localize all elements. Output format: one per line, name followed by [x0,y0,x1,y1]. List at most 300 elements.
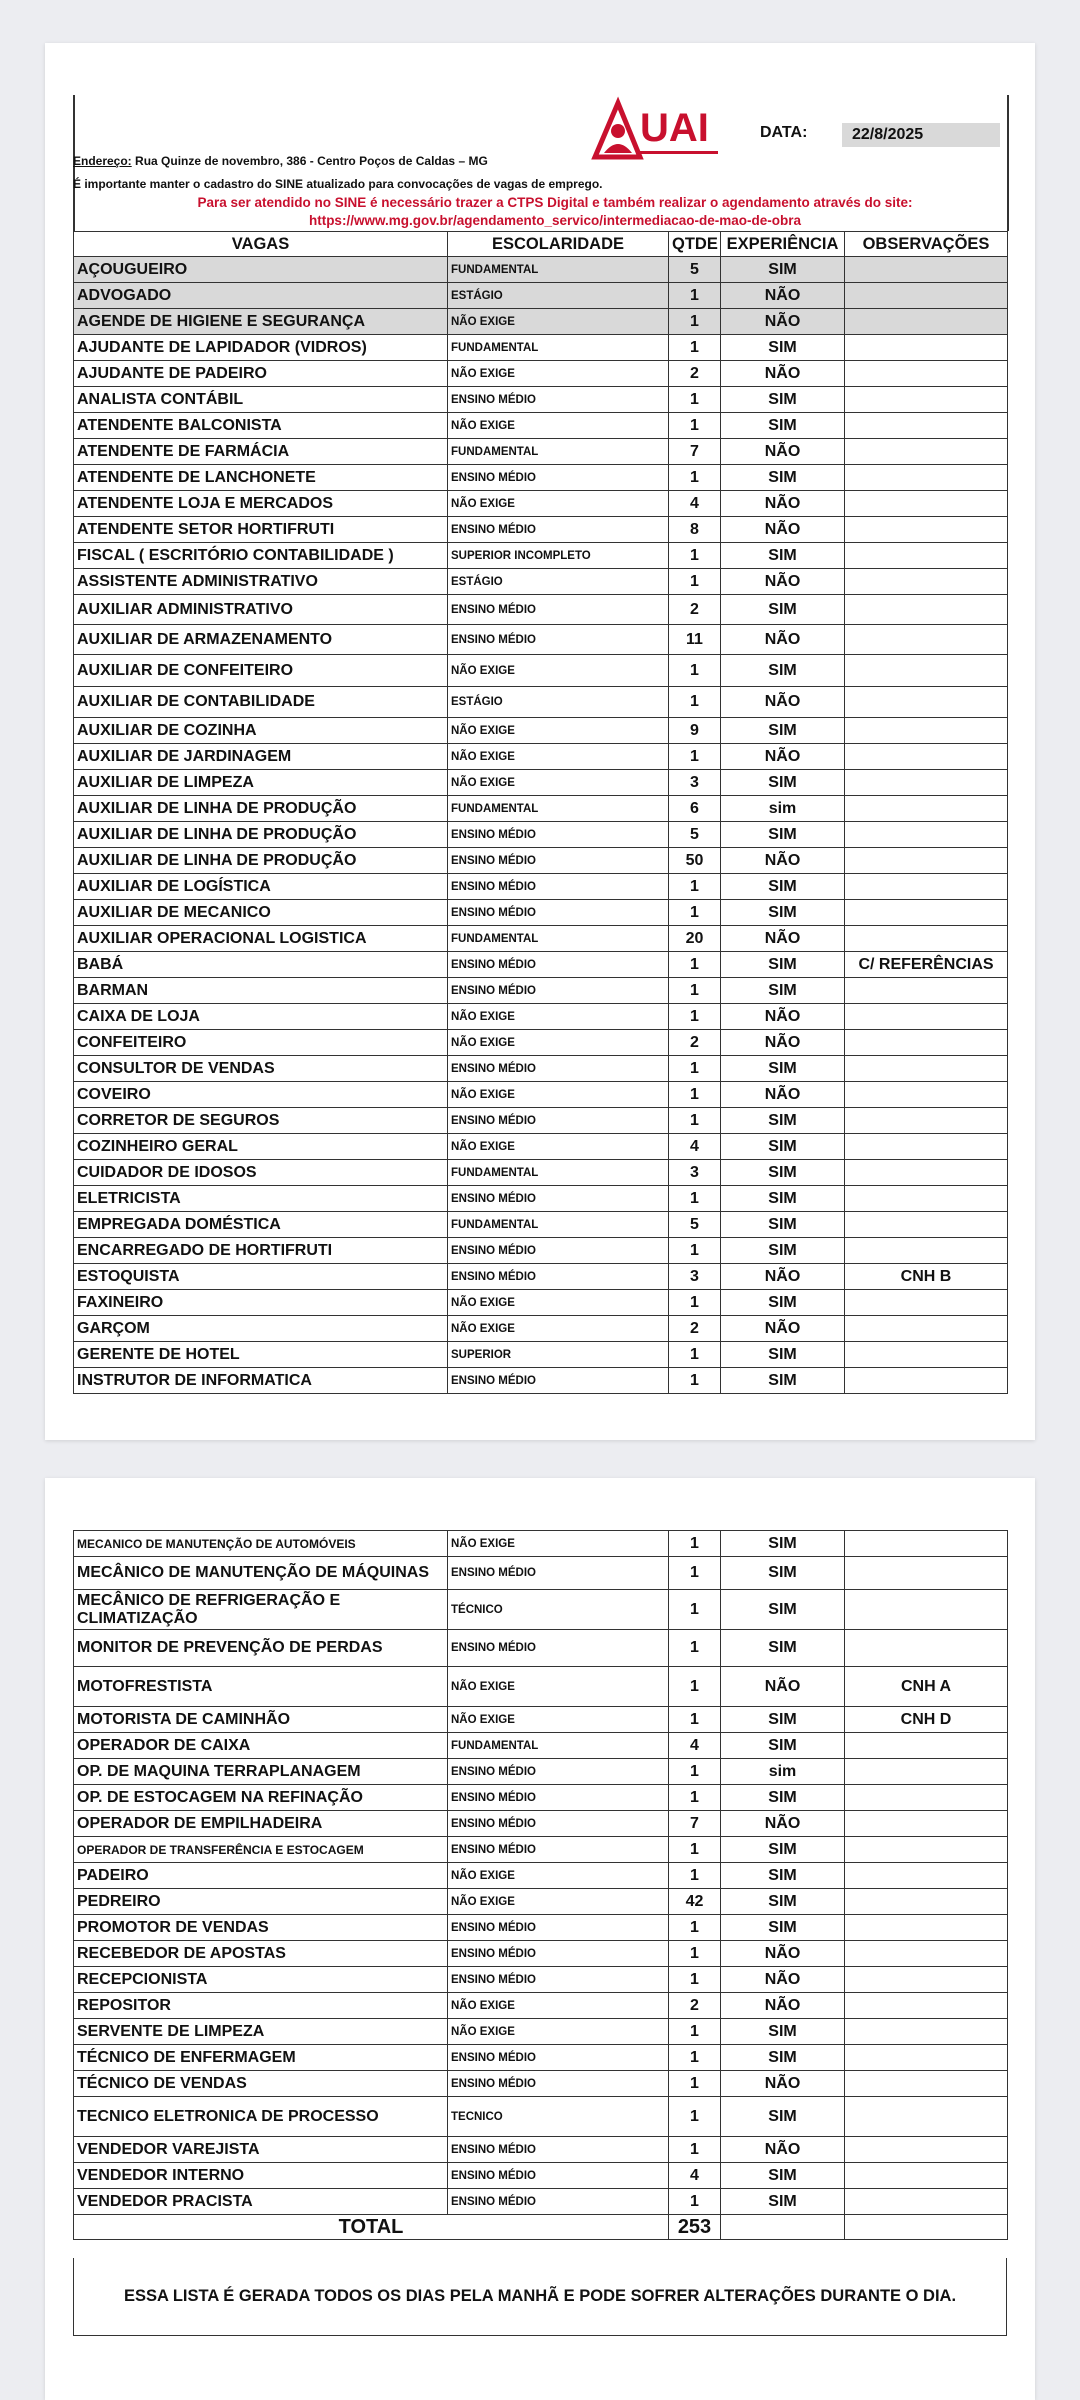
education-level-cell: ENSINO MÉDIO [448,1759,669,1785]
table-row [74,1557,1008,1590]
education-level-cell: NÃO EXIGE [448,1863,669,1889]
job-title-cell: AUXILIAR DE LINHA DE PRODUÇÃO [74,796,448,822]
quantity-cell: 1 [669,1759,721,1785]
table-row [74,2097,1008,2137]
table-row [74,413,1008,439]
education-level-cell: NÃO EXIGE [448,718,669,744]
experience-cell: SIM [721,1342,845,1368]
education-level-cell: SUPERIOR [448,1342,669,1368]
education-level-cell: NÃO EXIGE [448,1134,669,1160]
table-row [74,978,1008,1004]
observations-cell [845,1186,1008,1212]
job-title-cell: FAXINEIRO [74,1290,448,1316]
education-level-cell: NÃO EXIGE [448,1707,669,1733]
job-title-cell: VENDEDOR INTERNO [74,2163,448,2189]
observations-cell [845,2045,1008,2071]
quantity-cell: 1 [669,1941,721,1967]
job-title-cell: COZINHEIRO GERAL [74,1134,448,1160]
observations-cell [845,848,1008,874]
observations-cell [845,2071,1008,2097]
observations-cell [845,491,1008,517]
observations-cell [845,1941,1008,1967]
quantity-cell: 1 [669,1056,721,1082]
job-title-cell: PROMOTOR DE VENDAS [74,1915,448,1941]
education-level-cell: ENSINO MÉDIO [448,1630,669,1667]
job-title-cell: CAIXA DE LOJA [74,1004,448,1030]
observations-cell [845,439,1008,465]
quantity-cell: 2 [669,1316,721,1342]
table-row [74,283,1008,309]
experience-cell: SIM [721,1531,845,1557]
date-label: DATA: [760,124,808,141]
observations-cell [845,465,1008,491]
education-level-cell: ENSINO MÉDIO [448,2045,669,2071]
job-title-cell: AUXILIAR DE JARDINAGEM [74,744,448,770]
experience-cell: SIM [721,1056,845,1082]
experience-cell: NÃO [721,283,845,309]
job-title-cell: ATENDENTE BALCONISTA [74,413,448,439]
experience-cell: NÃO [721,2137,845,2163]
education-level-cell: NÃO EXIGE [448,744,669,770]
observations-cell [845,744,1008,770]
quantity-cell: 1 [669,569,721,595]
experience-cell: SIM [721,1212,845,1238]
table-row [74,1134,1008,1160]
experience-cell: NÃO [721,1667,845,1707]
education-level-cell: ESTÁGIO [448,283,669,309]
education-level-cell: ENSINO MÉDIO [448,2071,669,2097]
table-row [74,2189,1008,2215]
experience-cell: NÃO [721,309,845,335]
job-title-cell: VENDEDOR PRACISTA [74,2189,448,2215]
experience-cell: SIM [721,655,845,687]
education-level-cell: SUPERIOR INCOMPLETO [448,543,669,569]
observations-cell [845,1590,1008,1630]
quantity-cell: 1 [669,413,721,439]
experience-cell: NÃO [721,1264,845,1290]
table-row [74,952,1008,978]
education-level-cell: ENSINO MÉDIO [448,952,669,978]
observations-cell [845,2189,1008,2215]
table-row [74,465,1008,491]
education-level-cell: ENSINO MÉDIO [448,900,669,926]
table-row [74,1941,1008,1967]
observations-cell [845,1290,1008,1316]
quantity-cell: 1 [669,2019,721,2045]
experience-cell: SIM [721,1733,845,1759]
total-row [74,2215,1008,2240]
education-level-cell: ENSINO MÉDIO [448,1368,669,1394]
quantity-cell: 7 [669,439,721,465]
quantity-cell: 1 [669,1630,721,1667]
table-row [74,874,1008,900]
experience-cell: SIM [721,465,845,491]
experience-cell: SIM [721,1557,845,1590]
table-row [74,1863,1008,1889]
quantity-cell: 1 [669,543,721,569]
observations-cell [845,1811,1008,1837]
observations-cell [845,718,1008,744]
experience-cell: SIM [721,543,845,569]
job-title-cell: EMPREGADA DOMÉSTICA [74,1212,448,1238]
experience-cell: SIM [721,1889,845,1915]
observations-cell [845,2097,1008,2137]
job-title-cell: AUXILIAR DE LINHA DE PRODUÇÃO [74,822,448,848]
experience-cell: NÃO [721,439,845,465]
document-page-1 [45,43,1035,1440]
table-row [74,1630,1008,1667]
quantity-cell: 1 [669,1967,721,1993]
education-level-cell: NÃO EXIGE [448,1004,669,1030]
education-level-cell: ENSINO MÉDIO [448,1785,669,1811]
job-title-cell: MECÂNICO DE REFRIGERAÇÃO E CLIMATIZAÇÃO [74,1590,448,1630]
education-level-cell: ENSINO MÉDIO [448,874,669,900]
quantity-cell: 1 [669,687,721,718]
observations-cell [845,1915,1008,1941]
experience-cell: SIM [721,1368,845,1394]
table-row [74,439,1008,465]
quantity-cell: 1 [669,1837,721,1863]
experience-cell: SIM [721,2045,845,2071]
table-header-row [74,232,1008,257]
education-level-cell: NÃO EXIGE [448,491,669,517]
quantity-cell: 1 [669,1368,721,1394]
education-level-cell: FUNDAMENTAL [448,1733,669,1759]
education-level-cell: ENSINO MÉDIO [448,1941,669,1967]
table-row [74,2019,1008,2045]
job-title-cell: OP. DE ESTOCAGEM NA REFINAÇÃO [74,1785,448,1811]
experience-cell: NÃO [721,569,845,595]
experience-cell: SIM [721,1134,845,1160]
job-title-cell: TECNICO ELETRONICA DE PROCESSO [74,2097,448,2137]
observations-cell [845,1134,1008,1160]
observations-cell [845,1238,1008,1264]
table-row [74,1290,1008,1316]
address-text: Rua Quinze de novembro, 386 - Centro Poços de Caldas – MG [135,154,488,168]
education-level-cell: ENSINO MÉDIO [448,465,669,491]
observations-cell [845,1785,1008,1811]
education-level-cell: NÃO EXIGE [448,361,669,387]
col-header-experiencia: EXPERIÊNCIA [721,232,845,257]
quantity-cell: 42 [669,1889,721,1915]
table-row [74,517,1008,543]
experience-cell: SIM [721,1785,845,1811]
quantity-cell: 1 [669,335,721,361]
table-row [74,1707,1008,1733]
table-row [74,595,1008,625]
quantity-cell: 1 [669,1863,721,1889]
table-row [74,625,1008,655]
experience-cell: NÃO [721,1030,845,1056]
education-level-cell: ENSINO MÉDIO [448,1186,669,1212]
observations-cell [845,1030,1008,1056]
observations-cell [845,900,1008,926]
experience-cell: SIM [721,718,845,744]
col-header-vagas: VAGAS [74,232,448,257]
quantity-cell: 1 [669,1557,721,1590]
quantity-cell: 1 [669,900,721,926]
table-row [74,1368,1008,1394]
observations-cell: CNH B [845,1264,1008,1290]
job-title-cell: AGENDE DE HIGIENE E SEGURANÇA [74,309,448,335]
education-level-cell: NÃO EXIGE [448,1993,669,2019]
quantity-cell: 2 [669,595,721,625]
notice-line: É importante manter o cadastro do SINE atualizado para convocações de vagas de emprego. [73,177,603,191]
job-title-cell: PADEIRO [74,1863,448,1889]
education-level-cell: ENSINO MÉDIO [448,625,669,655]
observations-cell: CNH A [845,1667,1008,1707]
observations-cell [845,874,1008,900]
experience-cell: NÃO [721,517,845,543]
table-row [74,655,1008,687]
table-row [74,744,1008,770]
experience-cell: NÃO [721,361,845,387]
total-label: TOTAL [74,2215,669,2240]
observations-cell [845,1368,1008,1394]
table-row [74,543,1008,569]
observations-cell [845,926,1008,952]
education-level-cell: FUNDAMENTAL [448,439,669,465]
experience-cell: SIM [721,1630,845,1667]
table-row [74,822,1008,848]
education-level-cell: ENSINO MÉDIO [448,387,669,413]
observations-cell [845,335,1008,361]
job-title-cell: COVEIRO [74,1082,448,1108]
observations-cell [845,655,1008,687]
quantity-cell: 1 [669,283,721,309]
education-level-cell: NÃO EXIGE [448,770,669,796]
footer-note: ESSA LISTA É GERADA TODOS OS DIAS PELA MANHÃ E PODE SOFRER ALTERAÇÕES DURANTE O DIA. [73,2258,1007,2336]
job-title-cell: AUXILIAR DE LOGÍSTICA [74,874,448,900]
table-row [74,1212,1008,1238]
education-level-cell: ENSINO MÉDIO [448,2163,669,2189]
observations-cell [845,543,1008,569]
experience-cell: SIM [721,1160,845,1186]
education-level-cell: ESTÁGIO [448,687,669,718]
education-level-cell: NÃO EXIGE [448,413,669,439]
table-row [74,387,1008,413]
experience-cell: SIM [721,1590,845,1630]
quantity-cell: 1 [669,2189,721,2215]
observations-cell [845,1993,1008,2019]
table-row [74,1160,1008,1186]
table-row [74,1811,1008,1837]
table-row [74,1993,1008,2019]
experience-cell: NÃO [721,491,845,517]
experience-cell: SIM [721,595,845,625]
quantity-cell: 1 [669,465,721,491]
quantity-cell: 8 [669,517,721,543]
experience-cell: NÃO [721,1967,845,1993]
job-title-cell: VENDEDOR VAREJISTA [74,2137,448,2163]
job-title-cell: AJUDANTE DE PADEIRO [74,361,448,387]
education-level-cell: ENSINO MÉDIO [448,1264,669,1290]
experience-cell: SIM [721,2189,845,2215]
job-title-cell: OPERADOR DE TRANSFERÊNCIA E ESTOCAGEM [74,1837,448,1863]
observations-cell [845,361,1008,387]
education-level-cell: ENSINO MÉDIO [448,1915,669,1941]
education-level-cell: FUNDAMENTAL [448,1160,669,1186]
job-title-cell: TÉCNICO DE VENDAS [74,2071,448,2097]
table-row [74,335,1008,361]
observations-cell [845,2163,1008,2189]
quantity-cell: 1 [669,2045,721,2071]
job-title-cell: GARÇOM [74,1316,448,1342]
observations-cell [845,1082,1008,1108]
quantity-cell: 9 [669,718,721,744]
experience-cell: SIM [721,1186,845,1212]
education-level-cell: NÃO EXIGE [448,1889,669,1915]
observations-cell [845,1056,1008,1082]
experience-cell: NÃO [721,848,845,874]
observations-cell [845,1837,1008,1863]
observations-cell: C/ REFERÊNCIAS [845,952,1008,978]
experience-cell: sim [721,1759,845,1785]
table-row [74,1759,1008,1785]
table-row [74,718,1008,744]
education-level-cell: ENSINO MÉDIO [448,978,669,1004]
col-header-escolaridade: ESCOLARIDADE [448,232,669,257]
quantity-cell: 1 [669,1186,721,1212]
experience-cell: SIM [721,1863,845,1889]
quantity-cell: 1 [669,1915,721,1941]
table-row [74,309,1008,335]
education-level-cell: NÃO EXIGE [448,1290,669,1316]
quantity-cell: 1 [669,387,721,413]
education-level-cell: ENSINO MÉDIO [448,1557,669,1590]
job-title-cell: GERENTE DE HOTEL [74,1342,448,1368]
experience-cell: SIM [721,1108,845,1134]
quantity-cell: 1 [669,874,721,900]
job-title-cell: ATENDENTE LOJA E MERCADOS [74,491,448,517]
observations-cell [845,309,1008,335]
table-row [74,2071,1008,2097]
job-title-cell: AUXILIAR DE MECANICO [74,900,448,926]
experience-cell: NÃO [721,1082,845,1108]
experience-cell: NÃO [721,687,845,718]
education-level-cell: NÃO EXIGE [448,309,669,335]
experience-cell: SIM [721,1837,845,1863]
observations-cell [845,1967,1008,1993]
table-row [74,687,1008,718]
job-title-cell: ASSISTENTE ADMINISTRATIVO [74,569,448,595]
table-row [74,2137,1008,2163]
quantity-cell: 1 [669,744,721,770]
job-title-cell: PEDREIRO [74,1889,448,1915]
education-level-cell: ENSINO MÉDIO [448,595,669,625]
quantity-cell: 5 [669,822,721,848]
education-level-cell: ESTÁGIO [448,569,669,595]
total-value: 253 [669,2215,721,2240]
observations-cell [845,822,1008,848]
table-row [74,1238,1008,1264]
job-title-cell: MECANICO DE MANUTENÇÃO DE AUTOMÓVEIS [74,1531,448,1557]
table-row [74,848,1008,874]
observations-cell [845,413,1008,439]
table-row [74,1667,1008,1707]
job-title-cell: AUXILIAR DE CONFEITEIRO [74,655,448,687]
col-header-observacoes: OBSERVAÇÕES [845,232,1008,257]
address-label: Endereço: [73,154,132,168]
quantity-cell: 1 [669,309,721,335]
quantity-cell: 6 [669,796,721,822]
education-level-cell: ENSINO MÉDIO [448,848,669,874]
table-row [74,1056,1008,1082]
experience-cell: SIM [721,770,845,796]
observations-cell [845,387,1008,413]
experience-cell: SIM [721,822,845,848]
quantity-cell: 3 [669,770,721,796]
observations-cell [845,1160,1008,1186]
experience-cell: SIM [721,2097,845,2137]
col-header-qtde: QTDE [669,232,721,257]
quantity-cell: 1 [669,1004,721,1030]
observations-cell [845,1733,1008,1759]
quantity-cell: 20 [669,926,721,952]
education-level-cell: NÃO EXIGE [448,655,669,687]
education-level-cell: NÃO EXIGE [448,1531,669,1557]
quantity-cell: 1 [669,1238,721,1264]
table-row [74,491,1008,517]
education-level-cell: ENSINO MÉDIO [448,1238,669,1264]
job-title-cell: ATENDENTE DE FARMÁCIA [74,439,448,465]
experience-cell: NÃO [721,744,845,770]
table-row [74,1967,1008,1993]
table-row [74,1531,1008,1557]
job-title-cell: AJUDANTE DE LAPIDADOR (VIDROS) [74,335,448,361]
quantity-cell: 5 [669,257,721,283]
table-row [74,569,1008,595]
education-level-cell: ENSINO MÉDIO [448,1811,669,1837]
job-title-cell: AUXILIAR DE LINHA DE PRODUÇÃO [74,848,448,874]
observations-cell [845,1630,1008,1667]
table-row [74,926,1008,952]
experience-cell: NÃO [721,2071,845,2097]
job-title-cell: CORRETOR DE SEGUROS [74,1108,448,1134]
table-row [74,1785,1008,1811]
job-title-cell: ATENDENTE DE LANCHONETE [74,465,448,491]
job-title-cell: ELETRICISTA [74,1186,448,1212]
table-row [74,2045,1008,2071]
education-level-cell: FUNDAMENTAL [448,926,669,952]
education-level-cell: ENSINO MÉDIO [448,1837,669,1863]
experience-cell: SIM [721,2163,845,2189]
job-title-cell: AUXILIAR DE LIMPEZA [74,770,448,796]
observations-cell [845,569,1008,595]
job-title-cell: BABÁ [74,952,448,978]
job-title-cell: OP. DE MAQUINA TERRAPLANAGEM [74,1759,448,1785]
quantity-cell: 1 [669,2137,721,2163]
experience-cell: SIM [721,874,845,900]
table-row [74,1108,1008,1134]
quantity-cell: 1 [669,1342,721,1368]
experience-cell: NÃO [721,1993,845,2019]
quantity-cell: 1 [669,1590,721,1630]
quantity-cell: 4 [669,491,721,517]
job-title-cell: RECEPCIONISTA [74,1967,448,1993]
job-title-cell: REPOSITOR [74,1993,448,2019]
experience-cell: SIM [721,978,845,1004]
scheduling-link[interactable]: https://www.mg.gov.br/agendamento_servico/intermediacao-de-mao-de-obra [308,213,802,228]
experience-cell: NÃO [721,625,845,655]
table-row [74,1889,1008,1915]
quantity-cell: 1 [669,1082,721,1108]
job-title-cell: OPERADOR DE CAIXA [74,1733,448,1759]
table-row [74,1186,1008,1212]
observations-cell [845,1108,1008,1134]
quantity-cell: 5 [669,1212,721,1238]
quantity-cell: 2 [669,1993,721,2019]
